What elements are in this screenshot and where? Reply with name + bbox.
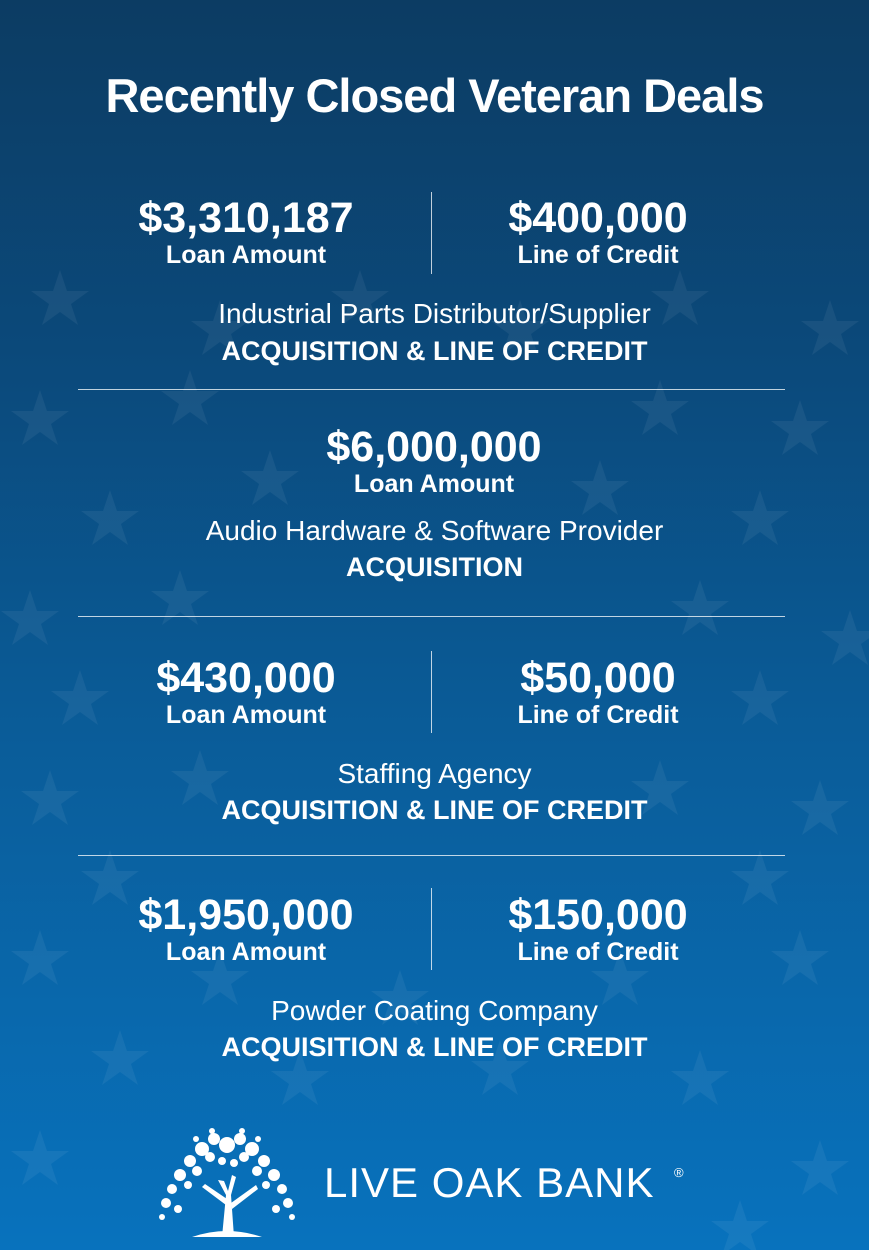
- oak-tree-icon: [152, 1125, 302, 1240]
- loan-amount-block: [96, 195, 396, 269]
- vertical-divider: [431, 888, 432, 970]
- deal-description: Industrial Parts Distributor/Supplier: [218, 298, 651, 329]
- deal-type: ACQUISITION & LINE OF CREDIT: [221, 795, 648, 825]
- page-title: Recently Closed Veteran Deals: [105, 69, 764, 122]
- horizontal-divider: [78, 616, 785, 617]
- deal-description: Staffing Agency: [337, 758, 532, 789]
- line-of-credit-block: [448, 892, 748, 966]
- loan-amount-value: $3,310,187: [138, 194, 354, 242]
- loan-amount-block: [96, 655, 396, 729]
- bank-name: LIVE OAK BANK: [324, 1159, 655, 1206]
- registered-mark: ®: [674, 1165, 684, 1180]
- loan-amount-block: [234, 424, 634, 498]
- vertical-divider: [431, 651, 432, 733]
- loan-amount-block: [96, 892, 396, 966]
- line-of-credit-block: [448, 195, 748, 269]
- horizontal-divider: [78, 855, 785, 856]
- deal-type: ACQUISITION: [345, 552, 523, 582]
- credit-amount-value: $50,000: [520, 654, 676, 702]
- credit-amount-value: $400,000: [508, 194, 688, 242]
- deal-description: Audio Hardware & Software Provider: [205, 515, 664, 546]
- horizontal-divider: [78, 389, 785, 390]
- credit-amount-label: Line of Credit: [517, 938, 679, 966]
- loan-amount-label: Loan Amount: [165, 241, 327, 269]
- loan-amount-label: Loan Amount: [353, 470, 515, 498]
- credit-amount-value: $150,000: [508, 891, 688, 939]
- loan-amount-value: $430,000: [156, 654, 336, 702]
- deal-type: ACQUISITION & LINE OF CREDIT: [221, 336, 648, 366]
- vertical-divider: [431, 192, 432, 274]
- loan-amount-label: Loan Amount: [165, 701, 327, 729]
- credit-amount-label: Line of Credit: [517, 241, 679, 269]
- credit-amount-label: Line of Credit: [517, 701, 679, 729]
- deal-description: Powder Coating Company: [271, 995, 598, 1026]
- deal-type: ACQUISITION & LINE OF CREDIT: [221, 1032, 648, 1062]
- loan-amount-label: Loan Amount: [165, 938, 327, 966]
- loan-amount-value: $1,950,000: [138, 891, 354, 939]
- loan-amount-value: $6,000,000: [326, 423, 542, 471]
- line-of-credit-block: [448, 655, 748, 729]
- live-oak-bank-logo: [152, 1125, 712, 1245]
